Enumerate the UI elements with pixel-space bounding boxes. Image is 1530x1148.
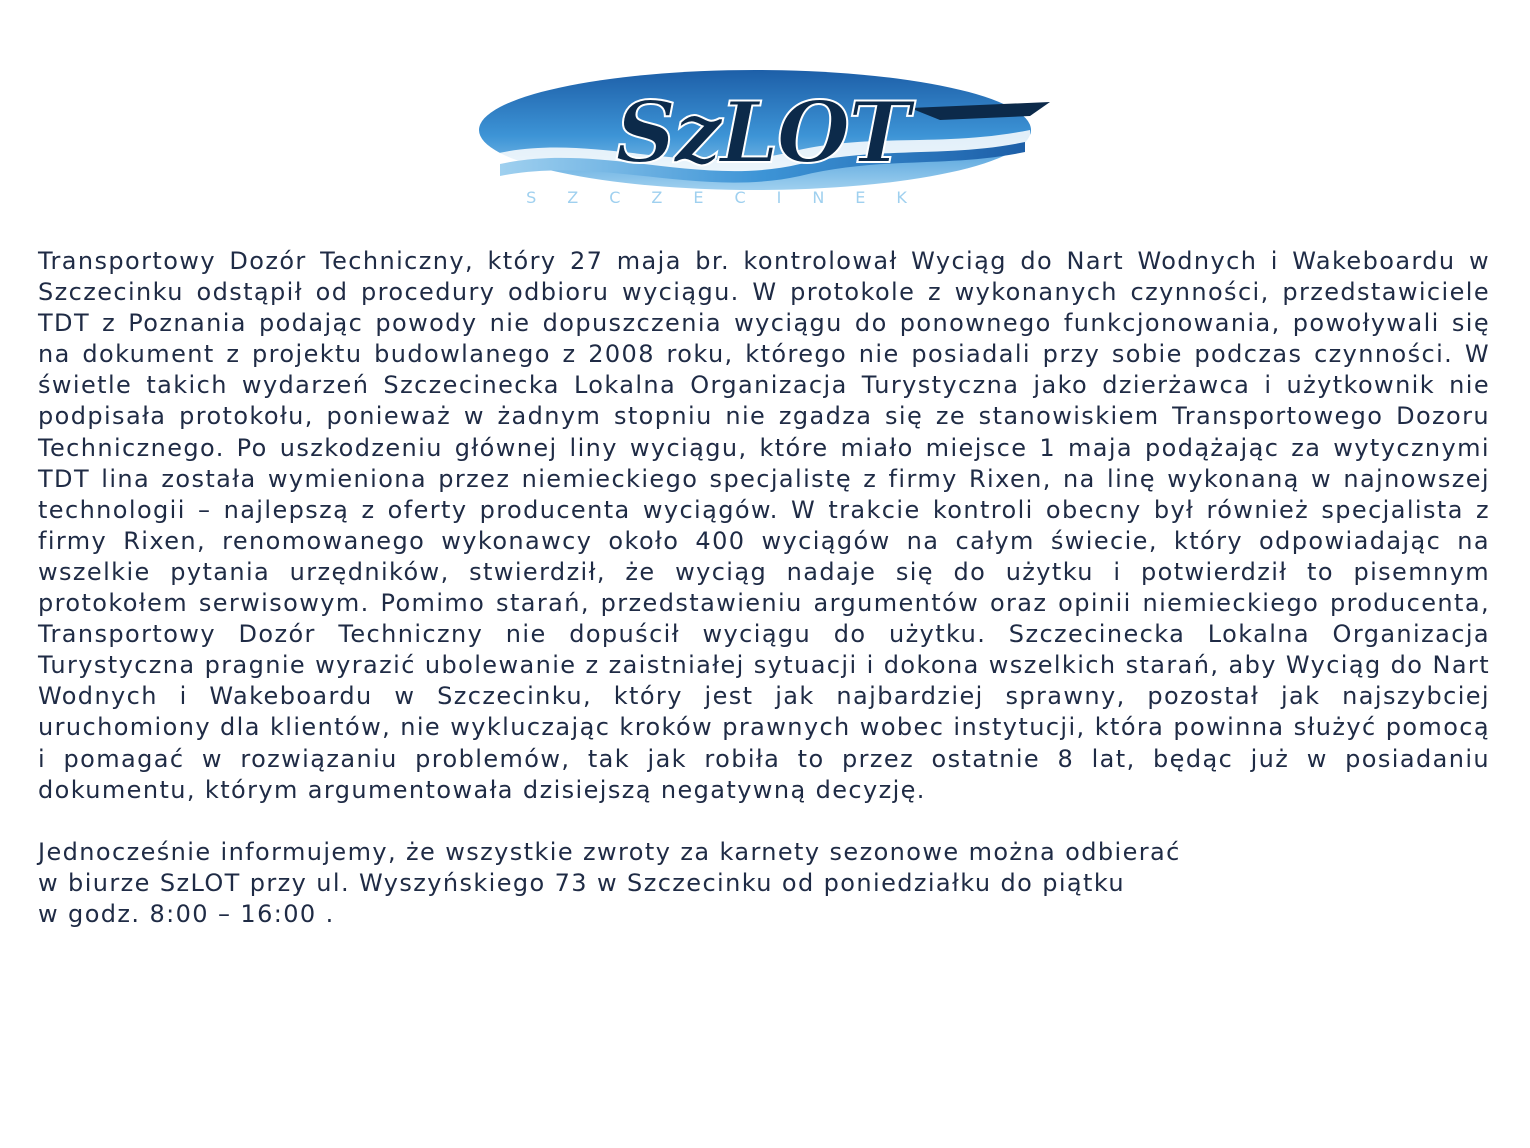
- notice-content: [38, 246, 1490, 930]
- notice-paragraph-main: Transportowy Dozór Techniczny, który 27 maja br. kontrolował Wyciąg do Nart Wodnych i Wakeboardu w Szczecinku odstąpił od procedury odbioru wyciągu. W protokole z wykonanych czynności, przedstawiciele TDT z Poznania podając powody nie dopuszczenia wyciągu do ponownego funkcjonowania, powoływali się na dokument z projektu budowlanego z 2008 roku, którego nie posiadali przy sobie podczas czynności. W świetle takich wydarzeń Szczecinecka Lokalna Organizacja Turystyczna jako dzierżawca i użytkownik nie podpisała protokołu, ponieważ w żadnym stopniu nie zgadza się ze stanowiskiem Transportowego Dozoru Technicznego. Po uszkodzeniu głównej liny wyciągu, które miało miejsce 1 maja podążając za wytycznymi TDT lina została wymieniona przez niemieckiego specjalistę z firmy Rixen, na linę wykonaną w najnowszej technologii – najlepszą z oferty producenta wyciągów. W trakcie kontroli obecny był również specjalista z firmy Rixen, renomowanego wykonawcy około 400 wyciągów na całym świecie, który odpowiadając na wszelkie pytania urzędników, stwierdził, że wyciąg nadaje się do użytku i potwierdził to pisemnym protokołem serwisowym. Pomimo starań, przedstawieniu argumentów oraz opinii niemieckiego producenta, Transportowy Dozór Techniczny nie dopuścił wyciągu do użytku. Szczecinecka Lokalna Organizacja Turystyczna pragnie wyrazić ubolewanie z zaistniałej sytuacji i dokona wszelkich starań, aby Wyciąg do Nart Wodnych i Wakeboardu w Szczecinku, który jest jak najbardziej sprawny, pozostał jak najszybciej uruchomiony dla klientów, nie wykluczając kroków prawnych wobec instytucji, która powinna służyć pomocą i pomagać w rozwiązaniu problemów, tak jak robiła to przez ostatnie 8 lat, będąc już w posiadaniu dokumentu, którym argumentowała dzisiejszą negatywną decyzję.: [38, 247, 1490, 804]
- logo-wordmark: SzLOT: [615, 83, 909, 182]
- notice-paragraph-refunds: [38, 837, 1438, 930]
- refund-line-2: w biurze SzLOT przy ul. Wyszyńskiego 73 w Szczecinku od poniedziałku do piątku: [38, 868, 1126, 897]
- szlot-logo: [470, 60, 1070, 220]
- logo-subtitle: SZCZECINEK: [526, 188, 938, 207]
- szlot-logo-graphic: [470, 60, 1070, 220]
- refund-line-1: Jednocześnie informujemy, że wszystkie zwroty za karnety sezonowe można odbierać: [38, 837, 1181, 866]
- refund-line-3: w godz. 8:00 – 16:00 .: [38, 899, 335, 928]
